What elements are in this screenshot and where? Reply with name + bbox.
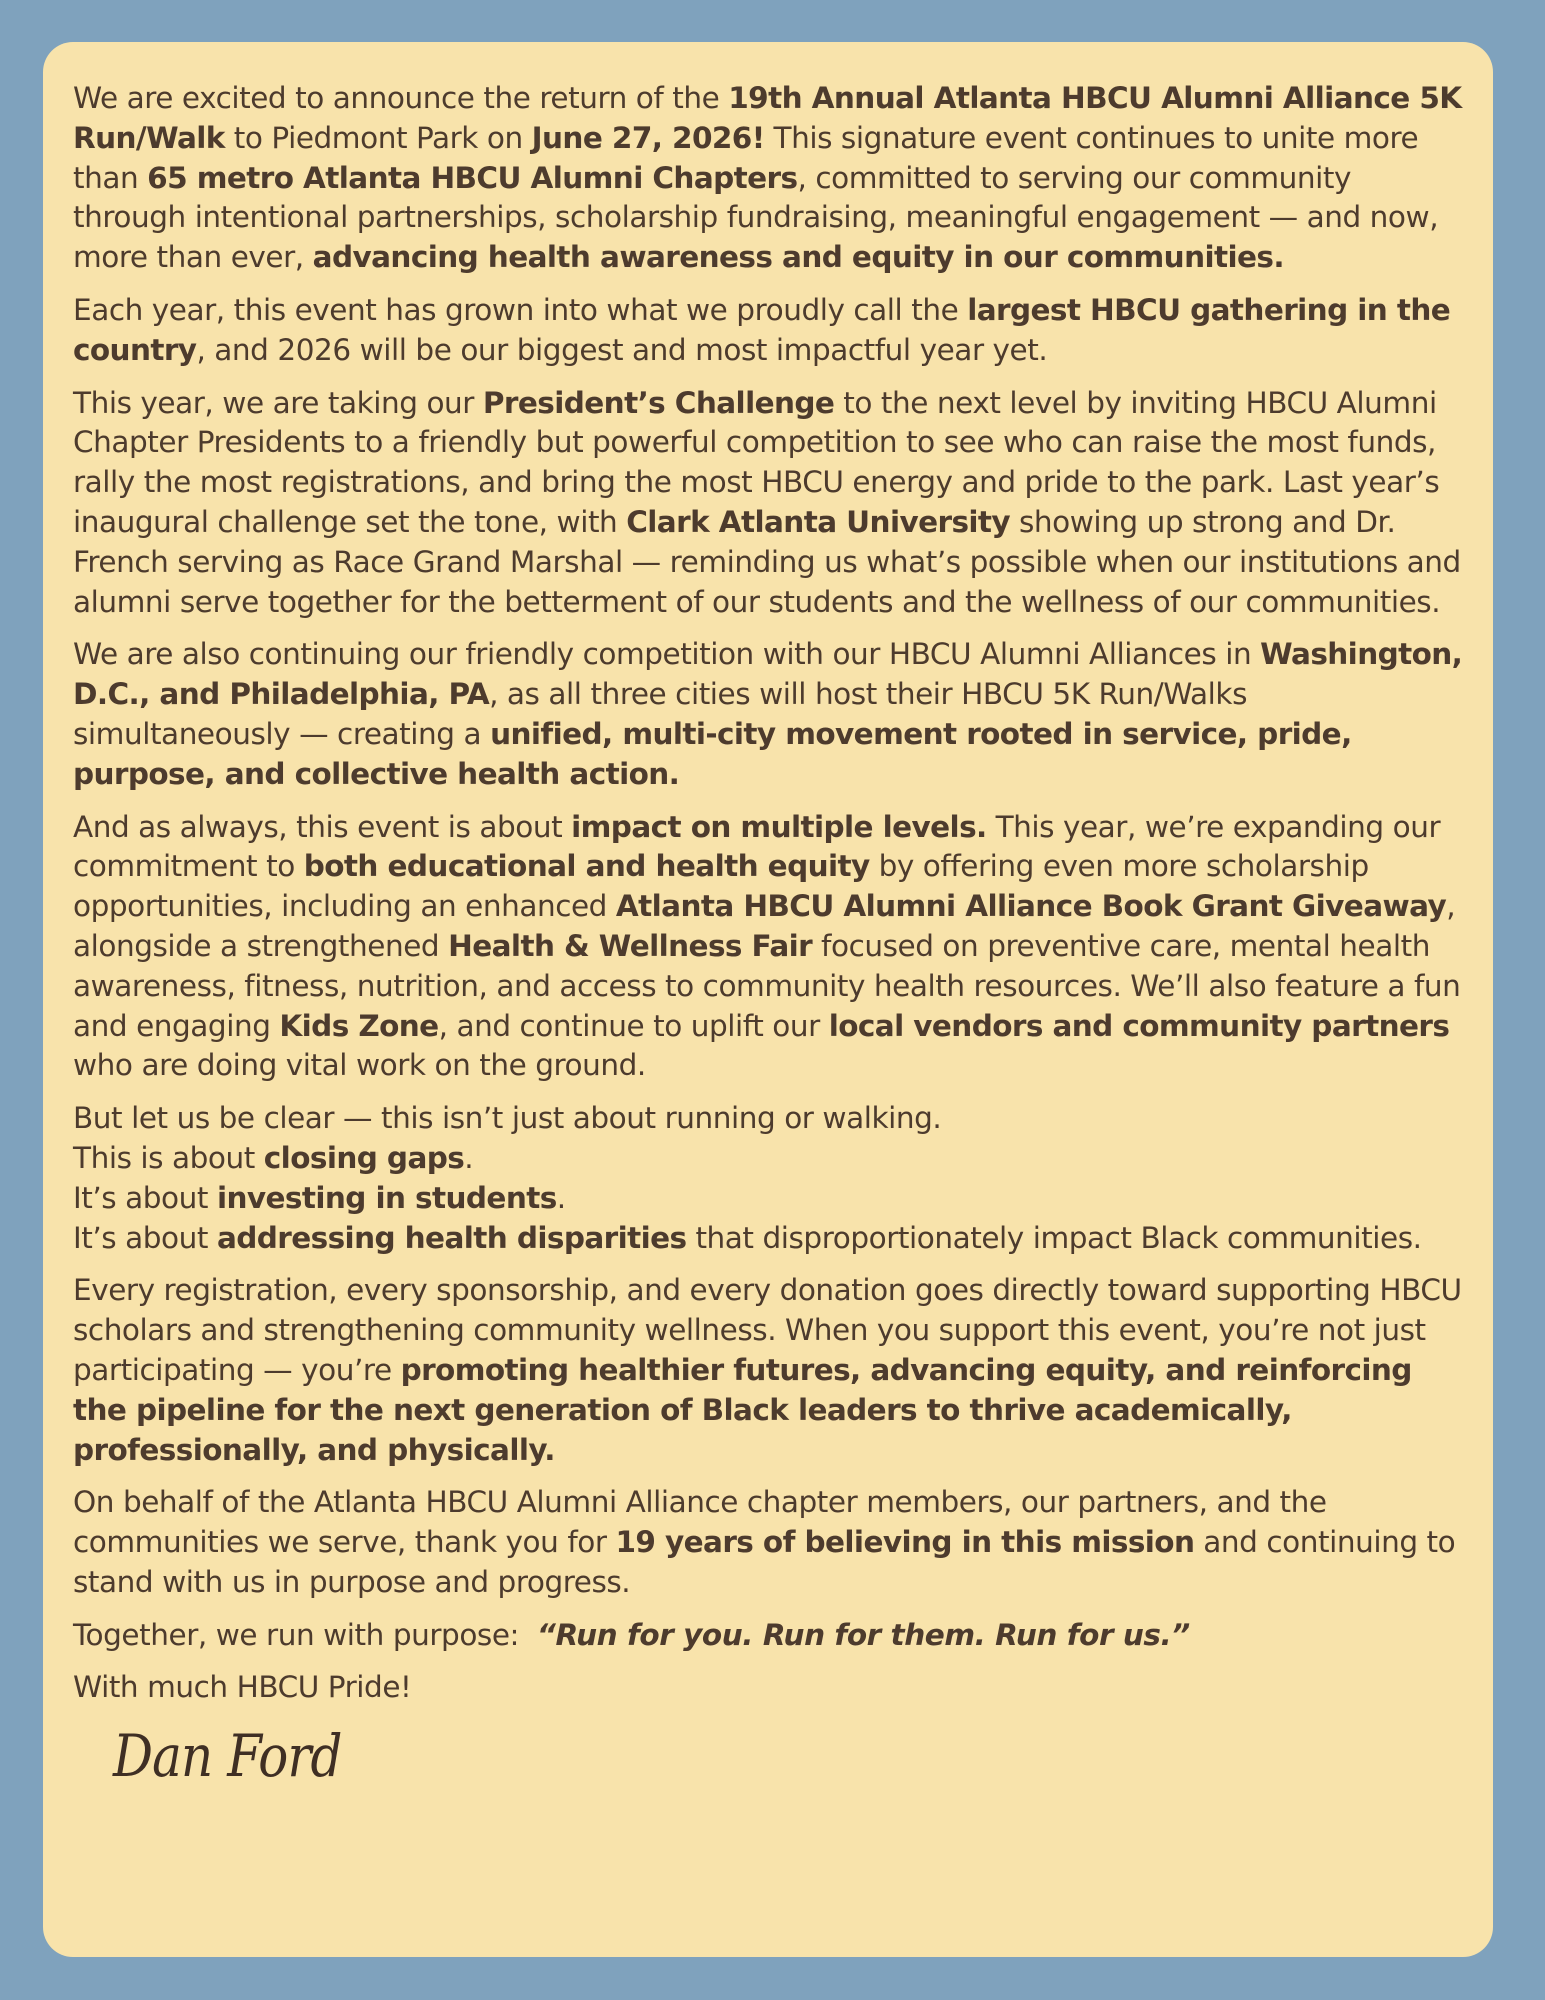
text: This signature event continues to unite more than [73,120,1419,195]
text: to Piedmont Park on [224,120,532,155]
emphasis-text: closing gaps [263,1140,465,1175]
text: We are excited to announce the return of the [73,81,729,115]
text: , and continue to uplift our [438,1008,829,1043]
emphasis-text: promoting healthier futures, advancing equity, and reinforcing the pipeline for the next generation of Black leaders to thrive academically, professionally, and physically. [73,1352,1412,1467]
text: On behalf of the Atlanta HBCU Alumni Alliance chapter members, our partners, and the communities we serve, thank you for [73,1485,1327,1560]
text: We are also continuing our friendly competition with our HBCU Alumni Alliances in [73,637,1261,672]
paragraph-motto [73,1616,1463,1656]
paragraph-presidents-challenge [73,384,1463,623]
emphasis-text: unified, multi-city movement rooted in service, pride, purpose, and collective health action. [73,716,1352,791]
emphasis-text: largest HBCU gathering in the country [73,292,1451,367]
purpose-line-4 [73,1219,1463,1259]
paragraph-purpose-lines [73,1099,1463,1258]
chapter-count: 65 metro Atlanta HBCU Alumni Chapters [147,160,798,195]
text: It’s about [73,1180,217,1215]
purpose-line-2 [73,1139,1463,1179]
purpose-line-1 [73,1099,1463,1139]
text: Together, we run with purpose: [73,1617,537,1652]
emphasis-text: impact on multiple levels. [571,809,987,844]
purpose-line-3 [73,1179,1463,1219]
text: who are doing vital work on the ground. [73,1048,646,1083]
text: This year, we’re expanding our commitment to [73,809,1441,884]
emphasis-text: President’s Challenge [482,385,835,420]
text: Every registration, every sponsorship, and every donation goes directly toward supporting HBCU scholars and strengthening community wellness. When you support this event, you’re not just participating — you’re [73,1273,1462,1387]
text: that disproportionately impact Black communities. [686,1220,1422,1255]
text: to the next level by inviting HBCU Alumni Chapter Presidents to a friendly but powerful competition to see who can raise the most funds, rally the most registrations, and bring the most HBCU energy and pride to the park. Last year’s inaugural challenge set the tone, with [73,385,1440,539]
paragraph-thanks [73,1483,1463,1602]
text: This is about [73,1140,264,1175]
paragraph-multi-city [73,635,1463,794]
emphasis-text: addressing health disparities [216,1220,687,1255]
text: , as all three cities will host their HBCU 5K Run/Walks simultaneously — creating a [73,677,1247,751]
paragraph-announcement [73,79,1463,278]
signature: Dan Ford [113,1722,342,1791]
text: But let us be clear — this isn’t just about running or walking. [73,1101,942,1136]
emphasis-text: Health & Wellness Fair [448,928,813,963]
letter-card [43,42,1493,1957]
emphasis-text: Washington, D.C., and Philadelphia, PA [73,637,1463,712]
event-name: 19th Annual Atlanta HBCU Alumni Alliance 5K Run/Walk [73,81,1462,155]
emphasis-text: investing in students [216,1180,557,1215]
text: Each year, this event has grown into what we proudly call the [73,292,968,327]
text: , and 2026 will be our biggest and most impactful year yet. [196,332,1048,367]
motto-quote: “Run for you. Run for them. Run for us.” [536,1617,1190,1652]
emphasis-text: 19 years of believing in this mission [615,1525,1195,1560]
emphasis-text: local vendors and community partners [828,1008,1450,1043]
paragraph-growth [73,291,1463,371]
paragraph-support [73,1271,1463,1470]
text: and continuing to stand with us in purpose and progress. [73,1525,1456,1599]
closing-line: With much HBCU Pride! [73,1670,412,1705]
text: It’s about [73,1220,217,1255]
emphasis-text: advancing health awareness and equity in our communities. [312,240,1284,275]
text: by offering even more scholarship opportunities, including an enhanced [73,849,1369,924]
paragraph-impact [73,808,1463,1087]
emphasis-text: Atlanta HBCU Alumni Alliance Book Grant Giveaway [615,889,1447,924]
text: . [556,1180,566,1215]
event-date: June 27, 2026! [531,120,765,155]
emphasis-text: Kids Zone [279,1008,439,1043]
text: , alongside a strengthened [73,889,1456,963]
text: This year, we are taking our [73,385,483,420]
text: focused on preventive care, mental health awareness, fitness, nutrition, and access to community health resources. We’ll also feature a fun and engaging [73,928,1461,1043]
emphasis-text: Clark Atlanta University [626,504,1011,539]
text: And as always, this event is about [73,809,572,844]
text: . [464,1140,474,1175]
text: showing up strong and Dr. French serving as Race Grand Marshal — reminding us what’s possible when our institutions and alumni serve together for the betterment of our students and the wellness of our communities. [73,504,1461,619]
text: , committed to serving our community through intentional partnerships, scholarship fundraising, meaningful engagement — and now, more than ever, [73,160,1439,275]
emphasis-text: both educational and health equity [303,849,870,884]
